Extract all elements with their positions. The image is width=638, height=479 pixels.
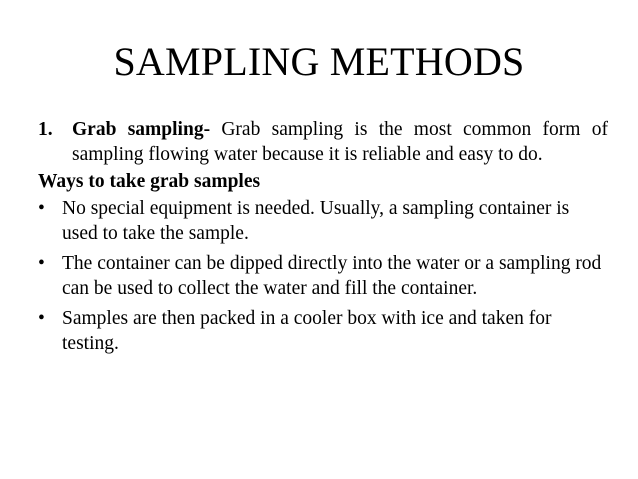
bullet-text: Samples are then packed in a cooler box with ice and taken for testing. [62,308,552,354]
item-text [72,117,608,167]
bullet-item [38,251,608,301]
numbered-item [38,117,608,167]
bullet-text: The container can be dipped directly into the water or a sampling rod can be used to collect the water and fill the container. [62,253,602,299]
bullet-text: No special equipment is needed. Usually, a sampling container is used to take the sample. [62,198,570,244]
bullet-dot: • [38,253,45,274]
bullet-dot: • [38,198,45,219]
bullet-item [38,306,608,356]
bullet-dot: • [38,308,45,329]
slide-title: SAMPLING METHODS [113,39,525,84]
slide-content [38,117,608,361]
bullet-item [38,196,608,246]
item-description: Grab sampling is the most common form of sampling flowing water because it is reliable and easy to do. [72,119,608,165]
item-term: Grab sampling- [72,119,211,140]
item-number: 1. [38,119,53,140]
subheading: Ways to take grab samples [38,171,261,192]
